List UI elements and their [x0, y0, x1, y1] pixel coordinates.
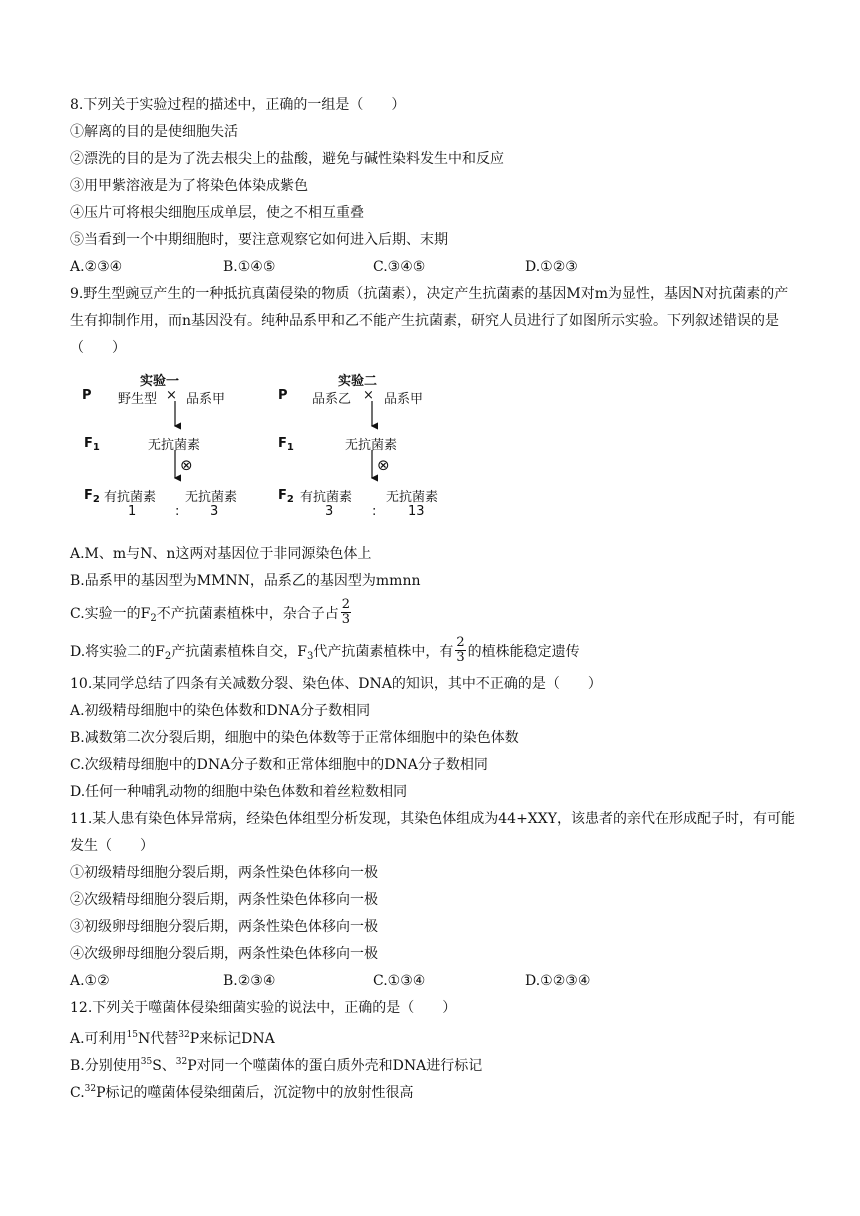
q11-item-4: ④次级卵母细胞分裂后期，两条性染色体移向一极 [70, 946, 378, 962]
exp1-f2-with: 有抗菌素 [104, 490, 157, 505]
q8-item-2: ②漂洗的目的是为了洗去根尖上的盐酸，避免与碱性染料发生中和反应 [70, 151, 504, 167]
exp1-ratio-b: 3 [210, 504, 219, 519]
q9-option-d[interactable]: D.将实验二的$F_2$产抗菌素植株自交，$F_3$代产抗菌素植株中，有 $\frac{2}{3}$ 的植株能稳定遗传 [70, 634, 580, 665]
q10-option-b[interactable]: B.减数第二次分裂后期，细胞中的染色体数等于正常体细胞中的染色体数 [70, 730, 519, 746]
exp1-f2-label: $F_2$ [84, 488, 100, 505]
exp1-title: 实验一 [140, 374, 180, 389]
exp1-parent-2: 品系甲 [186, 392, 226, 407]
exp2-title: 实验二 [338, 374, 378, 389]
exp1-parent-1: 野生型 [118, 392, 158, 407]
exp2-ratio-colon: : [372, 504, 377, 519]
exp2-parent-1: 品系乙 [312, 392, 352, 407]
q11-option-a[interactable]: A.①② [70, 973, 110, 989]
genetics-cross-diagram [80, 370, 460, 535]
exp1-cross-symbol: × [166, 388, 177, 403]
exp1-f2-without: 无抗菌素 [185, 490, 238, 505]
q11-item-1: ①初级精母细胞分裂后期，两条性染色体移向一极 [70, 865, 378, 881]
q12-option-a[interactable]: A.可利用$^{15}$N代替$^{32}$P来标记DNA [70, 1030, 275, 1047]
q11-option-c[interactable]: C.①③④ [373, 973, 426, 989]
exp1-f1-label: $F_1$ [84, 436, 100, 453]
exp2-f1-label: $F_1$ [278, 436, 294, 453]
exp1-ratio-a: 1 [128, 504, 137, 519]
exp1-selfing-symbol: ⊗ [180, 456, 193, 474]
exp2-cross-symbol: × [363, 388, 374, 403]
exp2-f2-without: 无抗菌素 [386, 490, 439, 505]
exp2-ratio-b: 13 [408, 504, 425, 519]
q11-item-2: ②次级精母细胞分裂后期，两条性染色体移向一极 [70, 892, 378, 908]
q9-option-b[interactable]: B.品系甲的基因型为MMNN，品系乙的基因型为mmnn [70, 573, 421, 589]
q9-option-c[interactable]: C.实验一的$F_2$不产抗菌素植株中，杂合子占 $\frac{2}{3}$ [70, 596, 351, 627]
q8-item-1: ①解离的目的是使细胞失活 [70, 124, 238, 140]
q11-option-b[interactable]: B.②③④ [223, 973, 276, 989]
q8-option-c[interactable]: C.③④⑤ [373, 259, 426, 275]
exp1-p-label: P [82, 388, 92, 403]
q8-stem: 8.下列关于实验过程的描述中，正确的一组是（ ） [70, 97, 406, 113]
q10-option-d[interactable]: D.任何一种哺乳动物的细胞中染色体数和着丝粒数相同 [70, 784, 408, 800]
q12-stem: 12.下列关于噬菌体侵染细菌实验的说法中，正确的是（ ） [70, 1000, 457, 1016]
exp2-f2-with: 有抗菌素 [300, 490, 353, 505]
q11-stem: 11.某人患有染色体异常病，经染色体组型分析发现，其染色体组成为44+XXY，该患者的亲代在形成配子时，有可能发生（ ） [70, 811, 795, 854]
question-page [70, 92, 800, 1103]
exp1-f1-result: 无抗菌素 [148, 438, 201, 453]
q9-stem: 9.野生型豌豆产生的一种抵抗真菌侵染的物质（抗菌素），决定产生抗菌素的基因M对m为显性，基因N对抗菌素的产生有抑制作用，而n基因没有。纯种品系甲和乙不能产生抗菌素，研究人员进行了如图所示实验。下列叙述错误的是（ ） [70, 286, 789, 356]
exp2-p-label: P [278, 388, 288, 403]
q10-stem: 10.某同学总结了四条有关减数分裂、染色体、DNA的知识，其中不正确的是（ ） [70, 676, 602, 692]
exp2-f2-label: $F_2$ [278, 488, 294, 505]
q9d-fraction: $\frac{2}{3}$ [456, 634, 465, 665]
q9c-fraction: $\frac{2}{3}$ [341, 596, 351, 627]
q8-item-5: ⑤当看到一个中期细胞时，要注意观察它如何进入后期、末期 [70, 232, 448, 248]
exp2-parent-2: 品系甲 [384, 392, 424, 407]
q9-option-a[interactable]: A.M、m与N、n这两对基因位于非同源染色体上 [70, 546, 372, 562]
q8-option-a[interactable]: A.②③④ [70, 259, 123, 275]
q8-option-d[interactable]: D.①②③ [525, 259, 578, 275]
q10-option-a[interactable]: A.初级精母细胞中的染色体数和DNA分子数相同 [70, 703, 371, 719]
q8-options [70, 254, 800, 281]
q11-item-3: ③初级卵母细胞分裂后期，两条性染色体移向一极 [70, 919, 378, 935]
exp2-ratio-a: 3 [325, 504, 334, 519]
exp2-f1-result: 无抗菌素 [345, 438, 398, 453]
q11-options [70, 968, 800, 995]
q8-item-4: ④压片可将根尖细胞压成单层，使之不相互重叠 [70, 205, 364, 221]
q10-option-c[interactable]: C.次级精母细胞中的DNA分子数和正常体细胞中的DNA分子数相同 [70, 757, 488, 773]
q8-option-b[interactable]: B.①④⑤ [223, 259, 276, 275]
q12-option-c[interactable]: C.$^{32}$P标记的噬菌体侵染细菌后，沉淀物中的放射性很高 [70, 1084, 414, 1101]
q12-option-b[interactable]: B.分别使用$^{35}$S、$^{32}$P对同一个噬菌体的蛋白质外壳和DNA进行标记 [70, 1057, 483, 1074]
q11-option-d[interactable]: D.①②③④ [525, 973, 591, 989]
exp1-ratio-colon: : [175, 504, 180, 519]
q8-item-3: ③用甲紫溶液是为了将染色体染成紫色 [70, 178, 308, 194]
exp2-selfing-symbol: ⊗ [377, 456, 390, 474]
